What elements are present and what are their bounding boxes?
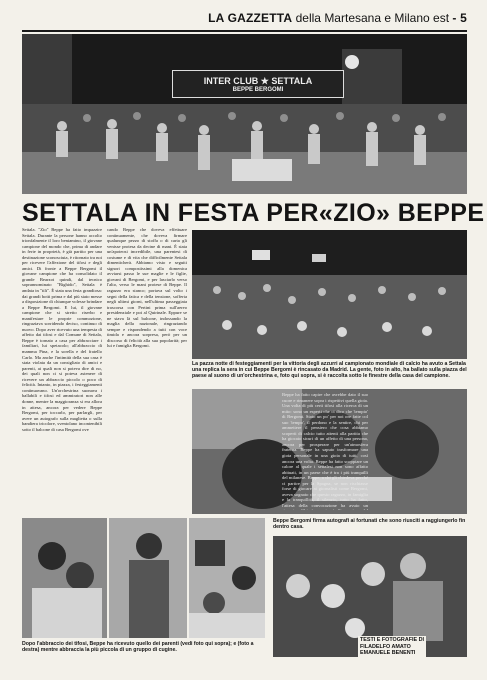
top-photo <box>22 34 467 194</box>
paper-name: LA GAZZETTA <box>208 11 293 25</box>
credits-line-1: TESTI E FOTOGRAFIE DI <box>360 637 424 643</box>
page-number: - 5 <box>452 11 467 25</box>
bottom-left-photo-1 <box>22 518 107 638</box>
bottom-left-photo-3 <box>189 518 265 638</box>
headline: SETTALA IN FESTA PER«ZIO» BEPPE <box>22 199 485 227</box>
balcony-crowd-image <box>192 230 467 359</box>
masthead-title <box>208 11 467 25</box>
article-column-1: Settala. "Zio" Beppe ha fatto impazzire Settala. Durante la persone hanno accolto trionfalmente il loro beniamino, il giovane campione del mondo che, prima di andare in ferie in proprietà, è già partito per una destinazione sconosciuta, è ritornato tra noi per ricevere l'affezione del tifosi e degli amici. Di fronte a Beppe Bergomi il giovane campione che ha consolidato il grande Bearzot quindi, dal tecnico soprannominato "Bighido", Settala è andata in "tilt". È stata una festa grandiosa: dai grandi botti prima e dal più stato messe a disposizione di chiunque volesse brindare a Beppe Bergomi. E lui, il giovane campione che si stretto riserbo e manifestare le proprie commozione, ringraziava sorridendo deciso, continuo di nuovo. Dopo aver ricevuto una tempesta di affetto dai tifosi e dal Comune di Settala, Beppe è tornato a casa per abbracciare i familiari, lui spetacolo; all'abbraccio di mamma Pina, e la sorella e del fratello Carlo. Ma anche l'intimità della sua casa è stata violata da un consigliato di amici e parenti, ai quali non si poteva dire di no, dei quali non ci si poteva astenere di ricevere un abbraccio piccolo o poco di felicità. Intanto, in piazza, i festeggiamenti continuavano. Un'orchestrina suonava i ballabili e tifosi ed ammiratori non alle donne, mentre la maggioranza si era allora in attesa, ancora per vedere Beppe Bergomi, per toccarlo, per parlargli, per avere un autografo sulla maglietta o sulla bandiera tricolore, sventolano incontenibili sotto il balcone di casa Bergomi ove <box>22 227 102 432</box>
caption-right: Beppe Bergomi firma autografi ai fortunati che sono riusciti a raggiungerlo fin dentro casa. <box>273 518 466 531</box>
credits-line-3: EMANUELE BENENTI <box>360 650 416 657</box>
bottom-right-photo <box>273 536 467 657</box>
masthead <box>22 10 467 32</box>
relatives-image <box>109 518 187 638</box>
inter-club-sign <box>172 70 344 98</box>
caption-middle: La pazza notte di festeggiamenti per la vittoria degli azzurri al campionato mondiale di calcio ha avuto a Settala una replica la sera in cui Beppe Bergomi è rincasato da Madrid. La gente, foto in alto, ha ballato sulla piazza del paese al suono di un'orchestrina e, foto qui sopra, si è raccolta sotto le finestre della casa del campione. <box>192 361 467 380</box>
family-image <box>189 518 265 638</box>
crowd-night-image <box>22 34 467 194</box>
photo-credits <box>358 636 426 657</box>
mother-embrace-image <box>22 518 107 638</box>
bottom-left-photo-2 <box>109 518 187 638</box>
article-column-3: Beppe ha fatto capire che avrebbe dato il suo cuore e rimanere sopra i rispettivi quella gioia. Una volta di più certi tifosi alla ricerca di un mito: sono un esperti che ci dico che 'tempio' di Bergomi. Stato un po' per noi ore fatte col suo 'tempo', il perdono e la sentire, chi per ammettere il pensiero che cosa abbiamo scoperti di calcio tutto attenti alla partita che ha giocato sicuri di un affetto di una persona, ancora per prosperare per un'atmosfera fraterna. Beppe ha saputo trasformare una gioia personale in una gioia di tutti, così ancora una volta. Beppe ha fatto scoppiare un calore al quale i settalesi non sono affatto abituati, in un paese che è tra i più tranquilli del milanese. Beppe, a chi gli chiedeva perché ci partire per la Spagna, se non rischiasse forse di giocare ai giornalisti come Bergomi, aveva sognato che questo ragazzo, in famiglia e la tranquillità, il silenzio, tutto ha fatto, l'attesa della convocazione ha avuto un <box>282 392 368 508</box>
credits-line-2: FILADELFO AMATO <box>360 643 411 650</box>
sign-line-2: BEPPE BERGOMI <box>232 86 284 93</box>
article-column-2: cando Beppe che doveva effettuare continuamente, che doveva firmare qualunque pezzo di stoffa o di carta gli venisse protesa da decine di mani. È stata un'apoteosi incredibile, una parentesi di costume e di vita che difficilmente Settala dimenticherà. Abbiamo visto e seguiti signori compostissimi alla domenica avviarsi passo le sue maglie e le figlie, giovani di Bergomi, e per lasciarlo verso l'alto, verso le mani protese di Beppe. Il ragazzo era stanco; portava sul volto i segni della fatica e della tensione, sofferta negli ultimi giorni, nell'ultima passeggiata trascorsa con Pertini prima sull'aereo presidenziale e poi al Quirinale. Eppure se ne stava là sul balcone, indossando la maglia della nazionale, ringraziando sempre e rispondendo a tutti con voce timida e ancora sorpresa, però per un discorso di felicità alla sua popolarità; per lui e famiglia Bergomi. <box>107 227 187 349</box>
caption-bottom: Dopo l'abbraccio dei tifosi, Beppe ha ricevuto quello dei parenti (vedi foto qui sopra); e (foto a destra) mentre abbraccia la più piccola di un gruppo di cugine. <box>22 641 254 654</box>
edition-name: della Martesana e Milano est <box>295 11 450 25</box>
middle-photo <box>192 230 467 359</box>
sign-line-1: INTER CLUB ★ SETTALA <box>203 75 313 86</box>
